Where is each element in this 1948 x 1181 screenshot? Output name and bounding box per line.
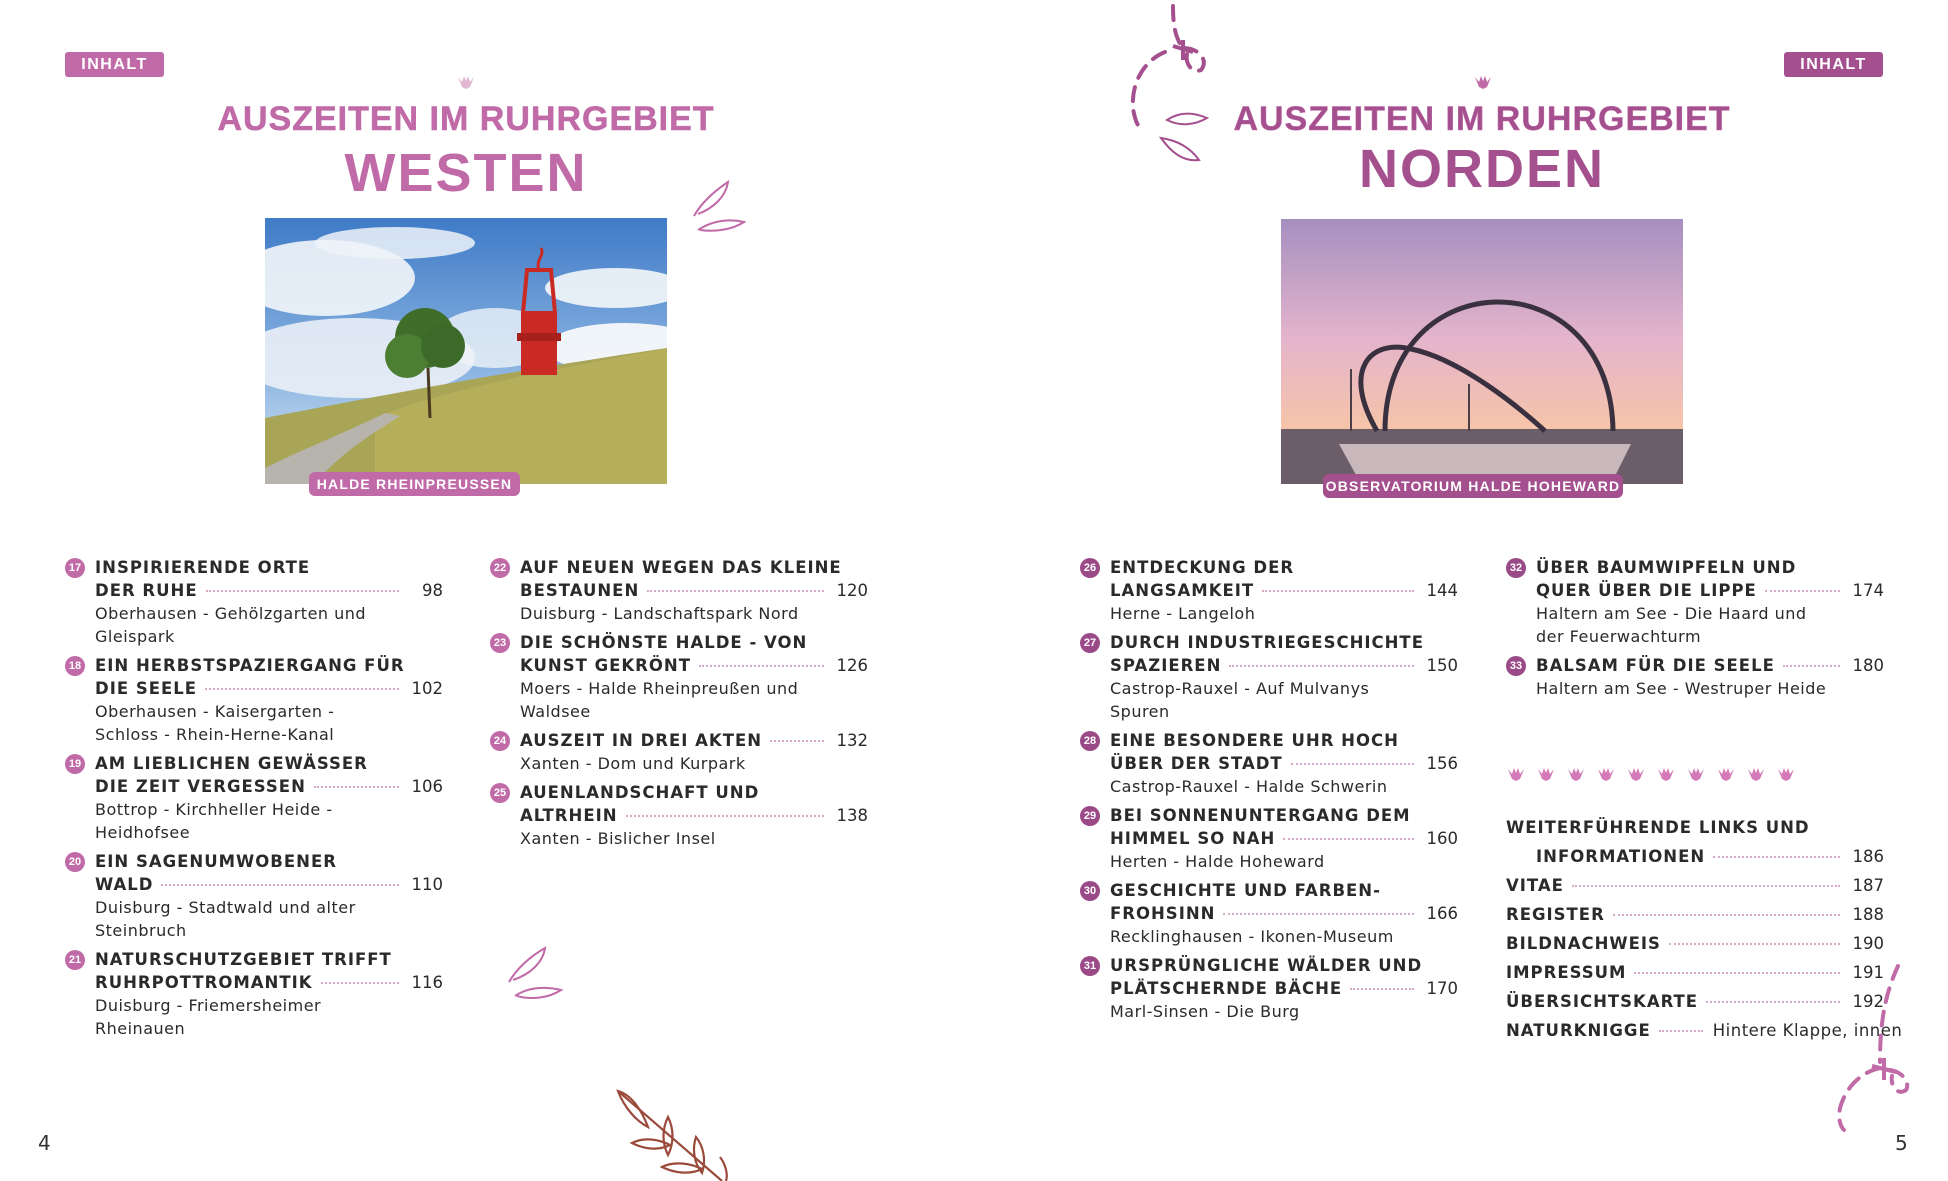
entry-title: NATURKNIGGE [1506, 1021, 1651, 1040]
entry-title-line [1506, 961, 1884, 984]
dot-leader [626, 814, 824, 817]
chapter-number-badge: 27 [1080, 633, 1100, 653]
toc-entry[interactable] [493, 729, 868, 775]
chapter-number-badge: 25 [490, 783, 510, 803]
entry-title: WEITERFÜHRENDE LINKS UND [1506, 818, 1810, 837]
page-number: 132 [836, 731, 868, 750]
entry-location: Marl-Sinsen - Die Burg [1110, 1002, 1300, 1021]
page-number: 98 [422, 581, 443, 600]
tulip-icon [1596, 766, 1616, 782]
entry-title: FROHSINN [1110, 904, 1216, 923]
entry-location: Waldsee [520, 702, 591, 721]
dot-leader [1291, 762, 1414, 765]
entry-title: EINE BESONDERE UHR HOCH [1110, 731, 1399, 750]
entry-title: DURCH INDUSTRIEGESCHICHTE [1110, 633, 1424, 652]
entry-title-line [1110, 579, 1458, 602]
entry-title: PLÄTSCHERNDE BÄCHE [1110, 979, 1343, 998]
tulip-icon [1626, 766, 1646, 782]
tulip-icon [1686, 766, 1706, 782]
toc-extra-entry[interactable] [1506, 990, 1884, 1013]
page-number: 106 [411, 777, 443, 796]
chapter-number-badge: 21 [65, 950, 85, 970]
toc-entry[interactable] [493, 781, 868, 850]
page-number: Hintere Klappe, innen [1712, 1021, 1903, 1040]
dot-leader [314, 785, 399, 788]
page-number: 138 [836, 806, 868, 825]
dot-leader [1713, 855, 1840, 858]
entry-title: AUF NEUEN WEGEN DAS KLEINE [520, 558, 842, 577]
entry-title: GESCHICHTE UND FARBEN- [1110, 881, 1381, 900]
toc-entry[interactable] [68, 752, 443, 844]
dot-leader [1350, 987, 1414, 990]
tulip-icon [1536, 766, 1556, 782]
entry-location: Castrop-Rauxel - Halde Schwerin [1110, 777, 1388, 796]
entry-title-line [1110, 977, 1458, 1000]
chapter-number-badge: 22 [490, 558, 510, 578]
dot-leader [1572, 884, 1840, 887]
toc-entry[interactable] [1083, 879, 1458, 948]
page-number: 191 [1852, 963, 1884, 982]
entry-title-line [1536, 654, 1884, 677]
entry-location: Herten - Halde Hoheward [1110, 852, 1325, 871]
entry-title-line [1110, 654, 1458, 677]
page-number: 110 [411, 875, 443, 894]
entry-title: AUSZEIT IN DREI AKTEN [520, 731, 763, 750]
dot-leader [1223, 912, 1414, 915]
toc-entry[interactable] [493, 556, 868, 625]
page-number: 174 [1852, 581, 1884, 600]
entry-title-line [95, 873, 443, 896]
dashed-swirl-icon [1832, 962, 1948, 1138]
tulip-divider [1506, 766, 1806, 786]
photo-caption-left: HALDE RHEINPREUSSEN [309, 472, 520, 496]
leaf-icon [688, 172, 748, 238]
entry-location: Haltern am See - Die Haard und [1536, 604, 1807, 623]
entry-location: Xanten - Bislicher Insel [520, 829, 716, 848]
dot-leader [1262, 589, 1414, 592]
photo-caption-right: OBSERVATORIUM HALDE HOHEWARD [1323, 474, 1623, 498]
entry-location: Steinbruch [95, 921, 187, 940]
tulip-icon [1776, 766, 1796, 782]
chapter-number-badge: 32 [1506, 558, 1526, 578]
entry-title-line [1506, 903, 1884, 926]
chapter-number-badge: 24 [490, 731, 510, 751]
entry-location: Duisburg - Friemersheimer [95, 996, 322, 1015]
entry-title-line [1506, 1019, 1903, 1042]
chapter-number-badge: 33 [1506, 656, 1526, 676]
entry-title: INFORMATIONEN [1536, 847, 1706, 866]
page-number: 170 [1426, 979, 1458, 998]
entry-location: Gleispark [95, 627, 175, 646]
entry-title: QUER ÜBER DIE LIPPE [1536, 581, 1757, 600]
toc-entry[interactable] [1083, 804, 1458, 873]
toc-extra-entry[interactable] [1506, 1019, 1903, 1042]
entry-title: ALTRHEIN [520, 806, 618, 825]
entry-location: Castrop-Rauxel - Auf Mulvanys [1110, 679, 1370, 698]
toc-extra-entry[interactable] [1506, 932, 1884, 955]
toc-entry[interactable] [68, 654, 443, 746]
chapter-number-badge: 31 [1080, 956, 1100, 976]
dot-leader [1634, 971, 1840, 974]
inhalt-badge-left: INHALT [65, 52, 164, 77]
entry-title-line [1536, 579, 1884, 602]
page-number: 150 [1426, 656, 1458, 675]
toc-entry[interactable] [1083, 556, 1458, 625]
entry-location: Xanten - Dom und Kurpark [520, 754, 746, 773]
entry-title-line [1506, 932, 1884, 955]
dot-leader [647, 589, 824, 592]
toc-entry[interactable] [493, 631, 868, 723]
entry-location: Haltern am See - Westruper Heide [1536, 679, 1827, 698]
dot-leader [1229, 664, 1414, 667]
section-title-norden: NORDEN [1358, 139, 1605, 199]
toc-extra-entry[interactable] [1506, 903, 1884, 926]
entry-title-line [1110, 902, 1458, 925]
dot-leader [1659, 1029, 1703, 1032]
toc-column-nord-2 [1509, 556, 1884, 706]
page-number: 190 [1852, 934, 1884, 953]
chapter-number-badge: 18 [65, 656, 85, 676]
entry-title: KUNST GEKRÖNT [520, 656, 691, 675]
entry-location: der Feuerwachturm [1536, 627, 1702, 646]
dot-leader [1613, 913, 1840, 916]
tulip-icon [1473, 74, 1493, 90]
tulip-icon [1566, 766, 1586, 782]
section-title-westen: WESTEN [344, 143, 588, 203]
dot-leader [1783, 664, 1840, 667]
toc-extra-entry[interactable] [1506, 816, 1884, 868]
page-number: 187 [1852, 876, 1884, 895]
entry-title-line [95, 677, 443, 700]
chapter-number-badge: 29 [1080, 806, 1100, 826]
tulip-icon [456, 74, 476, 90]
toc-column-west-1 [68, 556, 443, 1046]
page-number: 116 [411, 973, 443, 992]
entry-title: AUENLANDSCHAFT UND [520, 783, 760, 802]
toc-entry[interactable] [1509, 556, 1884, 648]
page-number: 188 [1852, 905, 1884, 924]
dot-leader [1669, 942, 1840, 945]
tulip-icon [1506, 766, 1526, 782]
entry-title: DIE SCHÖNSTE HALDE - VON [520, 633, 808, 652]
entry-title-line [95, 775, 443, 798]
photo-observatorium-halde-hoheward [1281, 219, 1683, 484]
entry-title: IMPRESSUM [1506, 963, 1627, 982]
dot-leader [321, 981, 399, 984]
entry-location: Recklinghausen - Ikonen-Museum [1110, 927, 1394, 946]
entry-title: ÜBER BAUMWIPFELN UND [1536, 558, 1797, 577]
tulip-icon [1716, 766, 1736, 782]
entry-title-line [520, 654, 868, 677]
entry-location: Moers - Halde Rheinpreußen und [520, 679, 799, 698]
entry-title-line [520, 804, 868, 827]
entry-title: ÜBER DER STADT [1110, 754, 1283, 773]
entry-title: ÜBERSICHTSKARTE [1506, 992, 1699, 1011]
section-title-top: AUSZEITEN IM RUHRGEBIET [217, 100, 715, 138]
tulip-icon [1656, 766, 1676, 782]
entry-title: URSPRÜNGLICHE WÄLDER UND [1110, 956, 1423, 975]
page-number-left: 4 [38, 1131, 51, 1155]
entry-title-line [1110, 827, 1458, 850]
dot-leader [1283, 837, 1414, 840]
entry-title: ENTDECKUNG DER [1110, 558, 1295, 577]
entry-title-line [1506, 990, 1884, 1013]
entry-location: Duisburg - Stadtwald und alter [95, 898, 356, 917]
page-number: 156 [1426, 754, 1458, 773]
entry-title: NATURSCHUTZGEBIET TRIFFT [95, 950, 392, 969]
toc-entry[interactable] [68, 850, 443, 942]
entry-title: DER RUHE [95, 581, 198, 600]
entry-location: Oberhausen - Kaisergarten - [95, 702, 335, 721]
chapter-number-badge: 30 [1080, 881, 1100, 901]
entry-location: Rheinauen [95, 1019, 186, 1038]
branch-icon [612, 1085, 742, 1181]
entry-title: LANGSAMKEIT [1110, 581, 1255, 600]
entry-title: EIN SAGENUMWOBENER [95, 852, 337, 871]
entry-title: RUHRPOTTROMANTIK [95, 973, 313, 992]
entry-title-line [1506, 845, 1884, 868]
toc-entry[interactable] [68, 556, 443, 648]
page-number: 120 [836, 581, 868, 600]
entry-title: BILDNACHWEIS [1506, 934, 1661, 953]
page-number: 186 [1852, 847, 1884, 866]
dot-leader [205, 687, 399, 690]
entry-title: BESTAUNEN [520, 581, 640, 600]
entry-title-line [520, 729, 868, 752]
entry-location: Herne - Langeloh [1110, 604, 1256, 623]
toc-entry[interactable] [1509, 654, 1884, 700]
entry-title: INSPIRIERENDE ORTE [95, 558, 311, 577]
chapter-number-badge: 28 [1080, 731, 1100, 751]
toc-extra-entry[interactable] [1506, 961, 1884, 984]
entry-location: Spuren [1110, 702, 1170, 721]
chapter-number-badge: 23 [490, 633, 510, 653]
entry-title-line [95, 579, 443, 602]
section-title-top-right: AUSZEITEN IM RUHRGEBIET [1233, 100, 1731, 138]
chapter-number-badge: 19 [65, 754, 85, 774]
entry-title: AM LIEBLICHEN GEWÄSSER [95, 754, 368, 773]
leaf-icon [505, 938, 569, 1000]
entry-title-line [1110, 752, 1458, 775]
entry-title: DIE SEELE [95, 679, 198, 698]
entry-location: Bottrop - Kirchheller Heide - [95, 800, 333, 819]
entry-title: BALSAM FÜR DIE SEELE [1536, 656, 1775, 675]
photo-halde-rheinpreussen [265, 218, 667, 484]
entry-location: Oberhausen - Gehölzgarten und [95, 604, 367, 623]
entry-title: EIN HERBSTSPAZIERGANG FÜR [95, 656, 405, 675]
entry-title-line [95, 971, 443, 994]
page-number: 126 [836, 656, 868, 675]
entry-title: WALD [95, 875, 154, 894]
entry-title-line [1506, 874, 1884, 897]
page-number: 160 [1426, 829, 1458, 848]
entry-title: HIMMEL SO NAH [1110, 829, 1276, 848]
page-number: 102 [411, 679, 443, 698]
entry-location: Duisburg - Landschaftspark Nord [520, 604, 799, 623]
inhalt-badge-right: INHALT [1784, 52, 1883, 77]
chapter-number-badge: 26 [1080, 558, 1100, 578]
entry-title: SPAZIEREN [1110, 656, 1222, 675]
dashed-swirl-icon [1125, 4, 1225, 170]
dot-leader [1765, 589, 1840, 592]
page-number: 144 [1426, 581, 1458, 600]
entry-location: Heidhofsee [95, 823, 191, 842]
entry-title: DIE ZEIT VERGESSEN [95, 777, 306, 796]
toc-column-nord-1 [1083, 556, 1458, 1029]
page-number-right: 5 [1895, 1131, 1908, 1155]
entry-title: BEI SONNENUNTERGANG DEM [1110, 806, 1411, 825]
page-number: 180 [1852, 656, 1884, 675]
entry-title: REGISTER [1506, 905, 1605, 924]
entry-title-line [520, 579, 868, 602]
toc-entry[interactable] [1083, 954, 1458, 1023]
toc-column-west-2 [493, 556, 868, 856]
chapter-number-badge: 17 [65, 558, 85, 578]
toc-entry[interactable] [68, 948, 443, 1040]
entry-title: VITAE [1506, 876, 1564, 895]
dot-leader [161, 883, 399, 886]
dot-leader [1706, 1000, 1840, 1003]
toc-entry[interactable] [1083, 631, 1458, 723]
page-number: 192 [1852, 992, 1884, 1011]
chapter-number-badge: 20 [65, 852, 85, 872]
toc-extra-entry[interactable] [1506, 874, 1884, 897]
dot-leader [206, 589, 399, 592]
entry-location: Schloss - Rhein-Herne-Kanal [95, 725, 335, 744]
toc-entry[interactable] [1083, 729, 1458, 798]
toc-extras [1506, 816, 1903, 1048]
dot-leader [699, 664, 824, 667]
tulip-icon [1746, 766, 1766, 782]
dot-leader [770, 739, 824, 742]
page-number: 166 [1426, 904, 1458, 923]
